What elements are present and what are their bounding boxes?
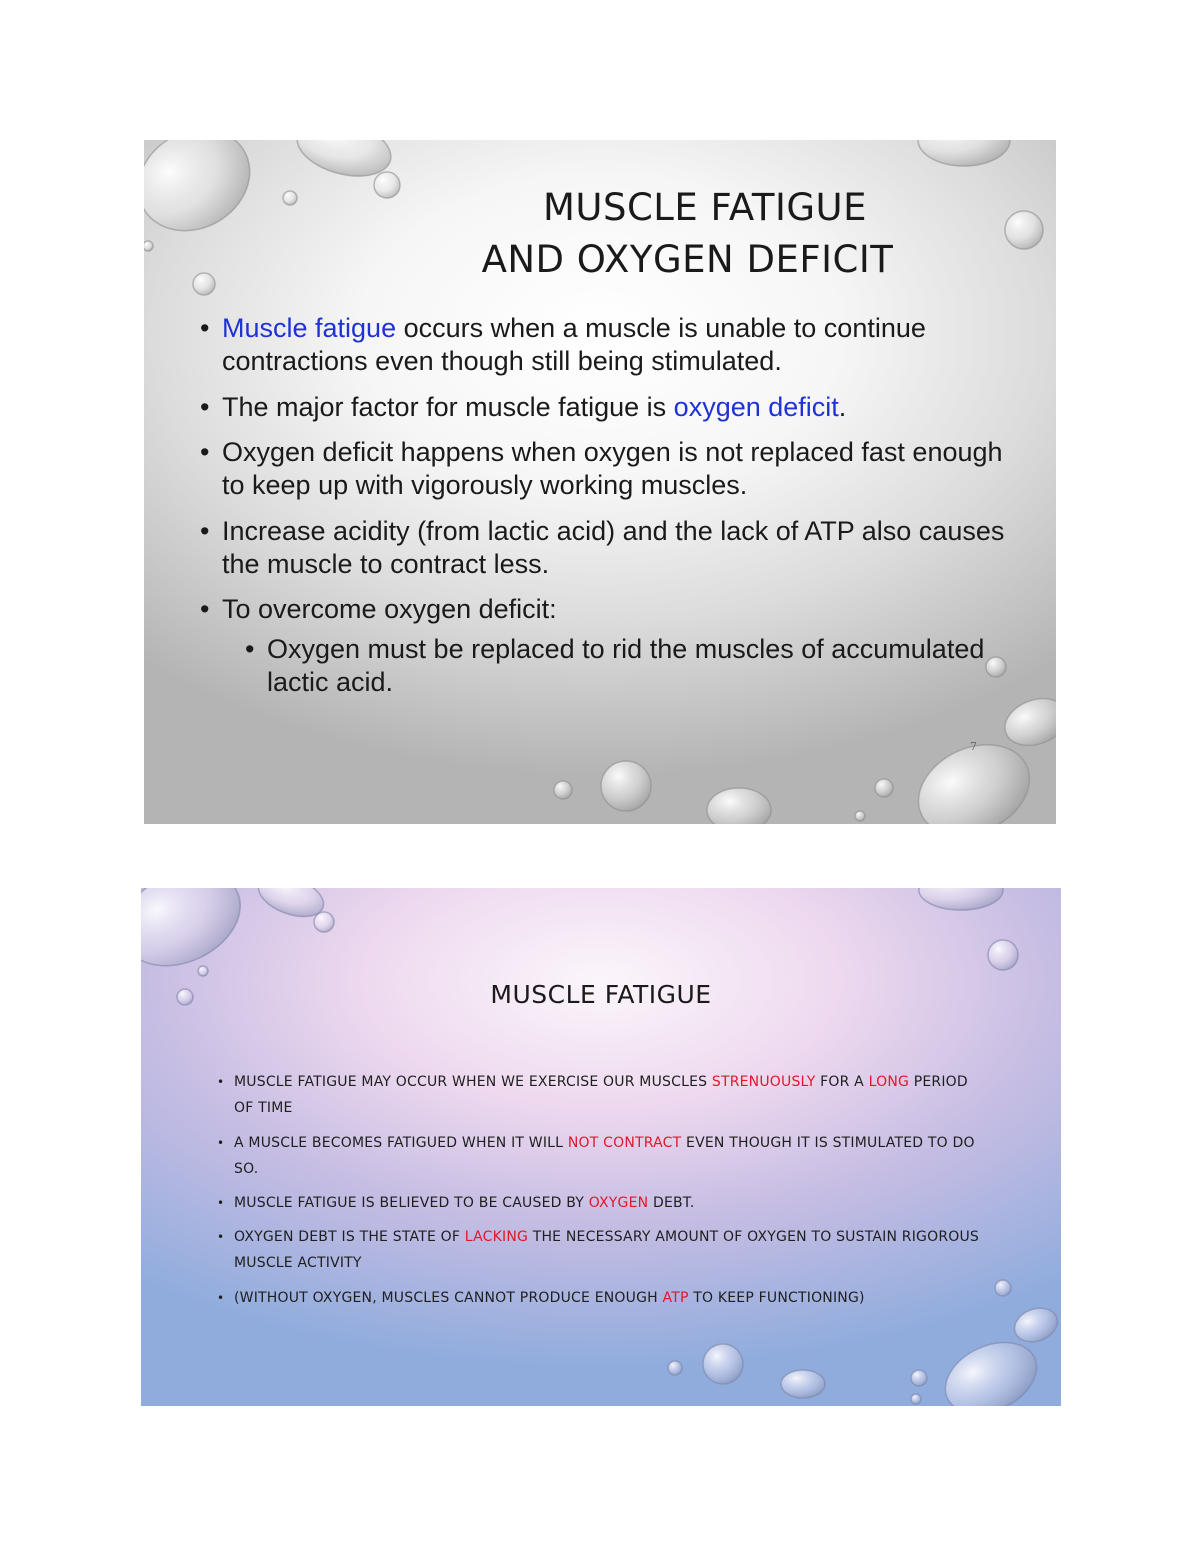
bullet-text: Oxygen must be replaced to rid the muscles of accumulated lactic acid. [267, 634, 985, 697]
page-number: 7 [970, 740, 977, 753]
bullet-item [200, 312, 1030, 378]
bullet-text-post: . [838, 392, 847, 422]
bullet-marker: • [217, 1136, 225, 1150]
bullet-item [217, 1224, 987, 1276]
bullet-item [217, 1069, 987, 1121]
bullet-text: To overcome oxygen deficit: [222, 594, 557, 624]
highlight-term: STRENUOUSLY [711, 1074, 816, 1090]
bullet-text-post: THE NECESSARY AMOUNT OF OXYGEN TO SUSTAIN RIGOROUS MUSCLE ACTIVITY [234, 1229, 980, 1271]
bullet-text-mid: FOR A [815, 1074, 869, 1090]
bullet-text [217, 1190, 987, 1216]
bullet-marker: • [245, 634, 255, 664]
bullet-marker: • [200, 437, 210, 467]
bullet-item [200, 593, 1030, 626]
bullet-text-rest: occurs when a muscle is unable to continue contractions even though still being stimulated. [222, 313, 926, 376]
slide-title-line-2: AND OXYGEN DEFICIT [481, 238, 894, 281]
bullet-marker: • [217, 1291, 225, 1305]
slide-muscle-fatigue [141, 888, 1061, 1406]
highlight-term: NOT CONTRACT [567, 1135, 682, 1151]
slide-muscle-fatigue-oxygen-deficit [144, 140, 1056, 824]
bullet-item [217, 1285, 987, 1311]
bullet-text [217, 1069, 987, 1121]
bullet-text [217, 1285, 987, 1311]
bullet-marker: • [200, 313, 210, 343]
highlight-term: OXYGEN [588, 1195, 649, 1211]
bullet-marker: • [200, 516, 210, 546]
bullet-item [200, 436, 1030, 502]
bullet-item [217, 1190, 987, 1216]
bullet-text-pre: OXYGEN DEBT IS THE STATE OF [234, 1229, 465, 1245]
bullet-text [217, 1130, 987, 1182]
bullet-text: Increase acidity (from lactic acid) and the lack of ATP also causes the muscle to contract less. [222, 516, 1005, 579]
bullet-text-pre: A MUSCLE BECOMES FATIGUED WHEN IT WILL [234, 1135, 568, 1151]
highlight-term: oxygen deficit [673, 392, 839, 422]
highlight-term: LACKING [464, 1229, 529, 1245]
slide-title: MUSCLE FATIGUE [490, 980, 712, 1009]
bullet-text-pre: The major factor for muscle fatigue is [222, 392, 674, 422]
bullet-text-pre: MUSCLE FATIGUE MAY OCCUR WHEN WE EXERCISE OUR MUSCLES [234, 1074, 712, 1090]
bullet-text-post: PERIOD OF TIME [234, 1074, 968, 1116]
sub-bullet-item [245, 633, 1025, 699]
bullet-text [200, 312, 1030, 378]
bullet-marker: • [200, 594, 210, 624]
bullet-text-post: EVEN THOUGH IT IS STIMULATED TO DO SO. [234, 1135, 975, 1177]
bullet-text-post: TO KEEP FUNCTIONING) [688, 1290, 865, 1306]
bullet-item [200, 515, 1030, 581]
bullet-item [200, 391, 1030, 424]
highlight-term: Muscle fatigue [222, 313, 397, 343]
highlight-term: LONG [868, 1074, 910, 1090]
bullet-text [200, 391, 1030, 424]
bullet-marker: • [217, 1196, 225, 1210]
bullet-marker: • [217, 1230, 225, 1244]
bullet-text [217, 1224, 987, 1276]
slide-title-line-1: MUSCLE FATIGUE [542, 186, 868, 229]
bullet-marker: • [200, 392, 210, 422]
bullet-marker: • [217, 1075, 225, 1089]
bullet-text-pre: MUSCLE FATIGUE IS BELIEVED TO BE CAUSED BY [234, 1195, 589, 1211]
bullet-text-post: DEBT. [648, 1195, 695, 1211]
bullet-item [217, 1130, 987, 1182]
bullet-text: Oxygen deficit happens when oxygen is not replaced fast enough to keep up with vigorously working muscles. [222, 437, 1003, 500]
bullet-text-pre: (WITHOUT OXYGEN, MUSCLES CANNOT PRODUCE ENOUGH [234, 1290, 663, 1306]
highlight-term: ATP [662, 1290, 689, 1306]
